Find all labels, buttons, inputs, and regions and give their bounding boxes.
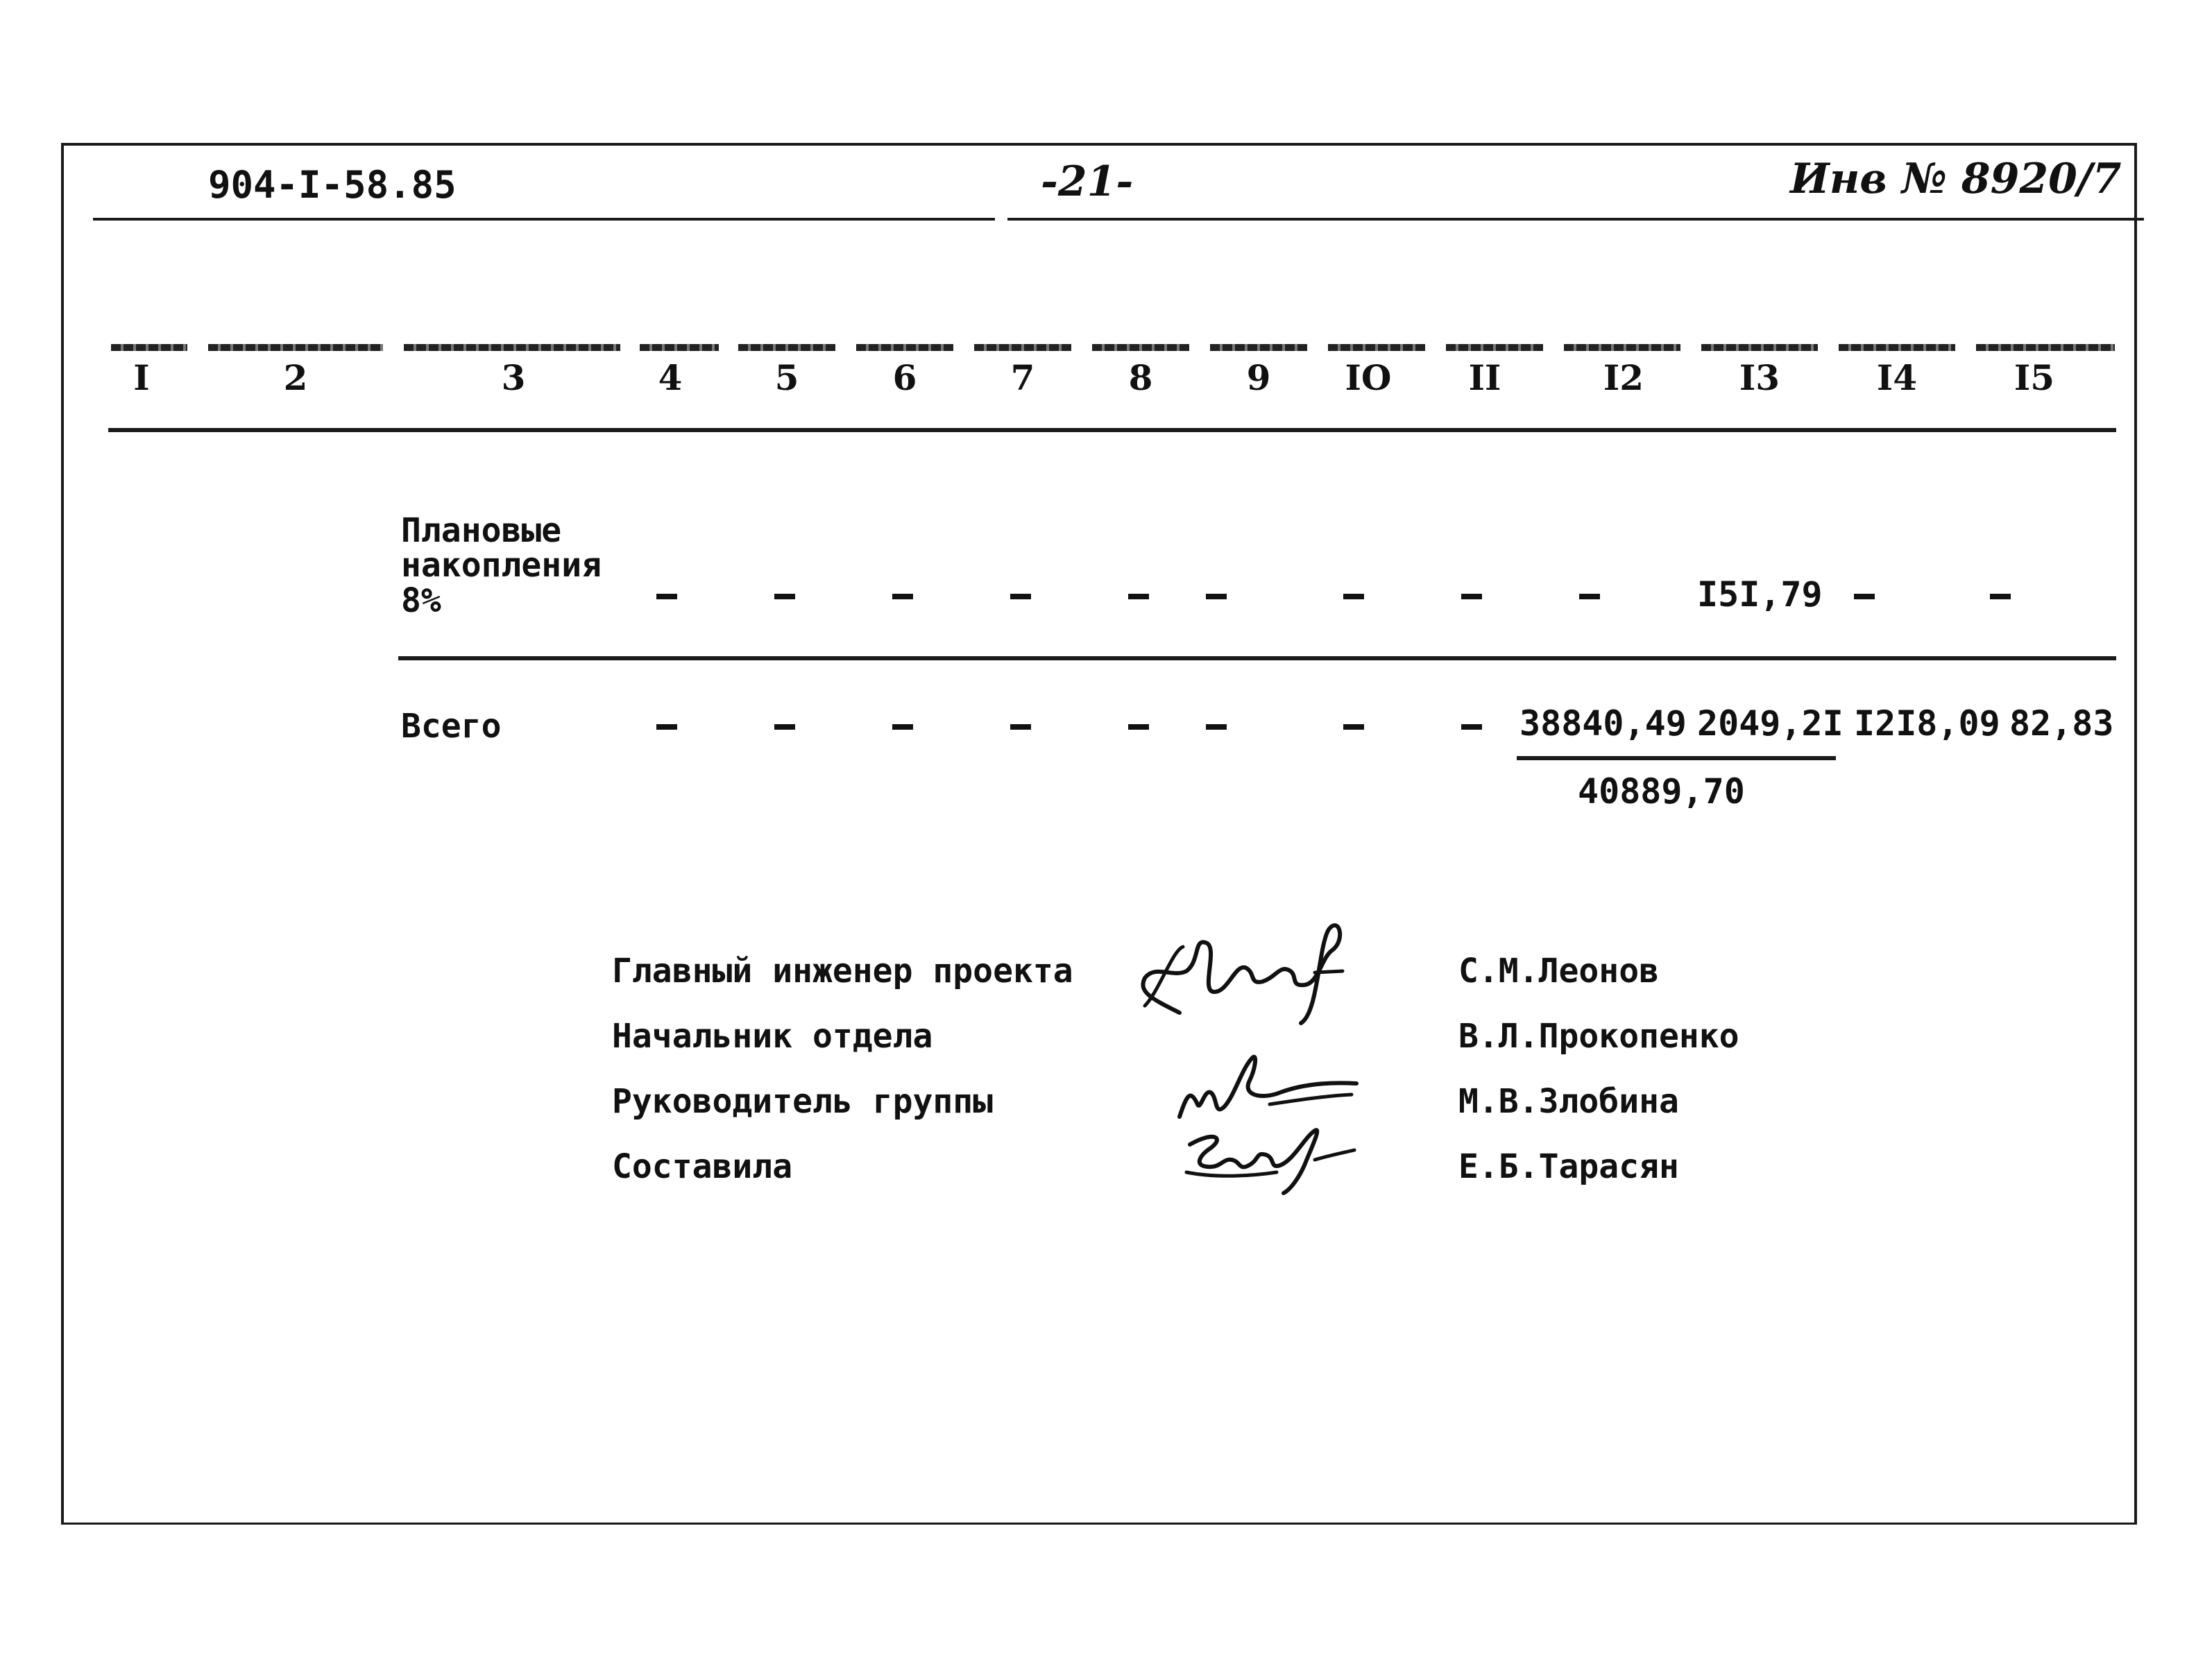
signature-name: С.М.Леонов <box>1458 952 1659 991</box>
signature-image-leonov <box>1131 909 1367 1040</box>
cell-total-col14: I2I8,09 <box>1854 703 2000 744</box>
signature-name: М.В.Злобина <box>1458 1082 1679 1121</box>
cell-dash <box>774 724 795 730</box>
signature-name: В.Л.Прокопенко <box>1458 1017 1739 1056</box>
doc-code: 904-I-58.85 <box>208 163 457 207</box>
col-header: 5 <box>774 357 799 398</box>
cell-total-col13: 2049,2I <box>1697 703 1844 744</box>
signature-role: Руководитель группы <box>612 1082 994 1121</box>
header-rule-left <box>93 218 995 221</box>
inventory-number: Инв № 8920/7 <box>1790 155 2122 203</box>
col-rule <box>1092 344 1189 351</box>
cell-dash <box>1206 594 1227 599</box>
cell-dash <box>1128 594 1149 599</box>
cell-dash <box>1461 724 1482 730</box>
col-header: I3 <box>1739 357 1780 398</box>
cell-dash <box>1010 724 1031 730</box>
signature-name: Е.Б.Тарасян <box>1458 1147 1679 1186</box>
cell-total-col12: 38840,49 <box>1519 703 1687 744</box>
col-header: I2 <box>1603 357 1644 398</box>
cell-dash <box>656 594 677 599</box>
col-header: 2 <box>283 357 308 398</box>
cell-total-col15: 82,83 <box>2009 703 2114 744</box>
cell-dash <box>774 594 795 599</box>
cell-dash <box>1128 724 1149 730</box>
subtotal-underline <box>1517 756 1836 760</box>
col-header: 3 <box>501 357 526 398</box>
cell-dash <box>1990 594 2011 599</box>
row-separator <box>398 656 2116 660</box>
cell-dash <box>1854 594 1875 599</box>
cell-dash <box>1579 594 1600 599</box>
cell-dash <box>1010 594 1031 599</box>
cell-dash <box>1343 724 1364 730</box>
col-rule <box>640 344 719 351</box>
signature-role: Начальник отдела <box>612 1017 933 1056</box>
col-rule <box>974 344 1071 351</box>
col-rule <box>1564 344 1680 351</box>
cell-dash <box>1343 594 1364 599</box>
header-bottom-rule <box>108 428 2116 432</box>
col-header: II <box>1468 357 1501 398</box>
col-header: 4 <box>658 357 683 398</box>
col-rule <box>1446 344 1543 351</box>
signature-role: Главный инженер проекта <box>612 952 1073 991</box>
row-label-planned: Плановые накопления 8% <box>401 511 602 620</box>
signature-role: Составила <box>612 1147 793 1186</box>
col-rule <box>1976 344 2115 351</box>
cell-dash <box>656 724 677 730</box>
cell-dash <box>1461 594 1482 599</box>
col-header: I4 <box>1876 357 1918 398</box>
cell-planned-col13: I5I,79 <box>1697 574 1823 615</box>
col-rule <box>856 344 953 351</box>
col-rule <box>1328 344 1425 351</box>
page-number: -21- <box>1041 157 1134 206</box>
cell-dash <box>892 724 913 730</box>
col-rule <box>111 344 187 351</box>
col-header: I <box>133 357 150 398</box>
col-header: 6 <box>892 357 917 398</box>
cell-dash <box>1206 724 1227 730</box>
signature-image-tarasyan <box>1173 1117 1367 1200</box>
cell-dash <box>892 594 913 599</box>
col-header: I5 <box>2014 357 2055 398</box>
row-label-total: Всего <box>401 707 502 746</box>
col-header: 9 <box>1246 357 1271 398</box>
col-rule <box>1210 344 1307 351</box>
col-rule <box>1701 344 1818 351</box>
header-rule-right <box>1007 218 2144 221</box>
col-header: IO <box>1345 357 1392 398</box>
col-rule <box>738 344 835 351</box>
col-rule <box>208 344 383 351</box>
col-header: 7 <box>1010 357 1035 398</box>
col-header: 8 <box>1128 357 1153 398</box>
col-rule <box>1839 344 1955 351</box>
col-rule <box>404 344 620 351</box>
cell-subtotal: 40889,70 <box>1578 771 1745 812</box>
